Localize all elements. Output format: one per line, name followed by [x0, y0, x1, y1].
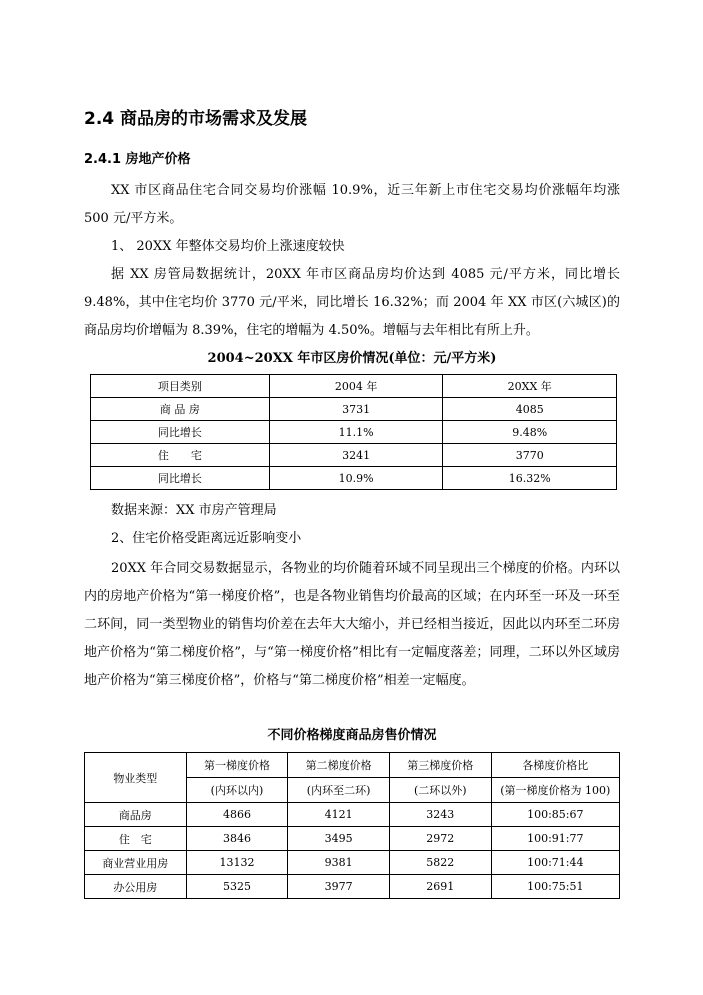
paragraph-3: 20XX 年合同交易数据显示，各物业的均价随着环域不同呈现出三个梯度的价格。内环以内的房地产价格为“第一梯度价格”，也是各物业销售均价最高的区域；在内环至一环及一环至二环间，同一类型物业的销售均价差在去年大大缩小，并已经相当接近，因此以内环至二环房地产价格为“第二梯度价格”，与“第一梯度价格”相比有一定幅度落差；同理，二环以外区域房地产价格为“第三梯度价格”，价格与“第二梯度价格”相差一定幅度。 — [84, 561, 620, 688]
table-header-row — [91, 375, 617, 398]
table-header-cell: (内环以内) — [186, 778, 288, 803]
table1-caption: 2004~20XX 年市区房价情况(单位：元/平方米) — [207, 351, 497, 366]
table-header-cell: 各梯度价格比 — [491, 753, 619, 778]
price-table-2004 — [90, 374, 617, 490]
table-cell: 住 宅 — [85, 827, 187, 851]
table-cell: 4121 — [288, 803, 390, 827]
section-title: 2.4 商品房的市场需求及发展 — [84, 109, 308, 129]
table-cell: 3846 — [186, 827, 288, 851]
table-cell: 商业营业用房 — [85, 851, 187, 875]
table-header-cell: 物业类型 — [85, 753, 187, 803]
table-row — [91, 467, 617, 490]
table-cell: 5822 — [389, 851, 491, 875]
table-header-cell: 第三梯度价格 — [389, 753, 491, 778]
table-cell: 16.32% — [443, 467, 617, 490]
table-header-cell: 项目类别 — [91, 375, 270, 398]
table-header-cell: 第二梯度价格 — [288, 753, 390, 778]
table-cell: 3243 — [389, 803, 491, 827]
table-header-cell: (第一梯度价格为 100) — [491, 778, 619, 803]
table-cell: 3495 — [288, 827, 390, 851]
table-row — [91, 421, 617, 444]
table-cell: 100:71:44 — [491, 851, 619, 875]
table-row — [85, 875, 620, 899]
table-cell: 100:75:51 — [491, 875, 619, 899]
table-cell: 4866 — [186, 803, 288, 827]
table-cell: 商品房 — [85, 803, 187, 827]
table-header-cell: (内环至二环) — [288, 778, 390, 803]
list-item-1: 1、 20XX 年整体交易均价上涨速度较快 — [111, 239, 345, 254]
subsection-title: 2.4.1 房地产价格 — [84, 152, 191, 167]
table-header-cell: 2004 年 — [269, 375, 443, 398]
data-source-note: 数据来源：XX 市房产管理局 — [111, 503, 277, 518]
table-row — [91, 444, 617, 467]
table-cell: 9.48% — [443, 421, 617, 444]
table-row — [91, 398, 617, 421]
table-header-row — [85, 753, 620, 778]
table-cell: 100:85:67 — [491, 803, 619, 827]
table-cell: 13132 — [186, 851, 288, 875]
table-cell: 3770 — [443, 444, 617, 467]
paragraph-2: 据 XX 房管局数据统计，20XX 年市区商品房均价达到 4085 元/平方米，同比增长 9.48%，其中住宅均价 3770 元/平米，同比增长 16.32%；而 2004 年 XX 市区(六城区)的商品房均价增幅为 8.39%，住宅的增幅为 4.50%。增幅与去年相比有所上升。 — [84, 267, 620, 338]
table-cell: 5325 — [186, 875, 288, 899]
table-header-cell: 20XX 年 — [443, 375, 617, 398]
table2-caption: 不同价格梯度商品房售价情况 — [267, 728, 437, 743]
table-cell: 2691 — [389, 875, 491, 899]
table-cell: 3977 — [288, 875, 390, 899]
table-cell: 100:91:77 — [491, 827, 619, 851]
table-header-cell: (二环以外) — [389, 778, 491, 803]
table-cell: 3241 — [269, 444, 443, 467]
price-gradient-table — [84, 752, 620, 899]
table-cell: 9381 — [288, 851, 390, 875]
table-cell: 办公用房 — [85, 875, 187, 899]
table-cell: 2972 — [389, 827, 491, 851]
table-header-cell: 第一梯度价格 — [186, 753, 288, 778]
table-cell: 商 品 房 — [91, 398, 270, 421]
table-cell: 同比增长 — [91, 421, 270, 444]
table-cell: 11.1% — [269, 421, 443, 444]
table-cell: 10.9% — [269, 467, 443, 490]
table-row — [85, 851, 620, 875]
table-row — [85, 827, 620, 851]
table-cell: 住 宅 — [91, 444, 270, 467]
table-cell: 4085 — [443, 398, 617, 421]
table-cell: 同比增长 — [91, 467, 270, 490]
paragraph-1: XX 市区商品住宅合同交易均价涨幅 10.9%，近三年新上市住宅交易均价涨幅年均涨 500 元/平方米。 — [84, 183, 620, 226]
table-row — [85, 803, 620, 827]
list-item-2: 2、住宅价格受距离远近影响变小 — [111, 531, 302, 546]
table-cell: 3731 — [269, 398, 443, 421]
